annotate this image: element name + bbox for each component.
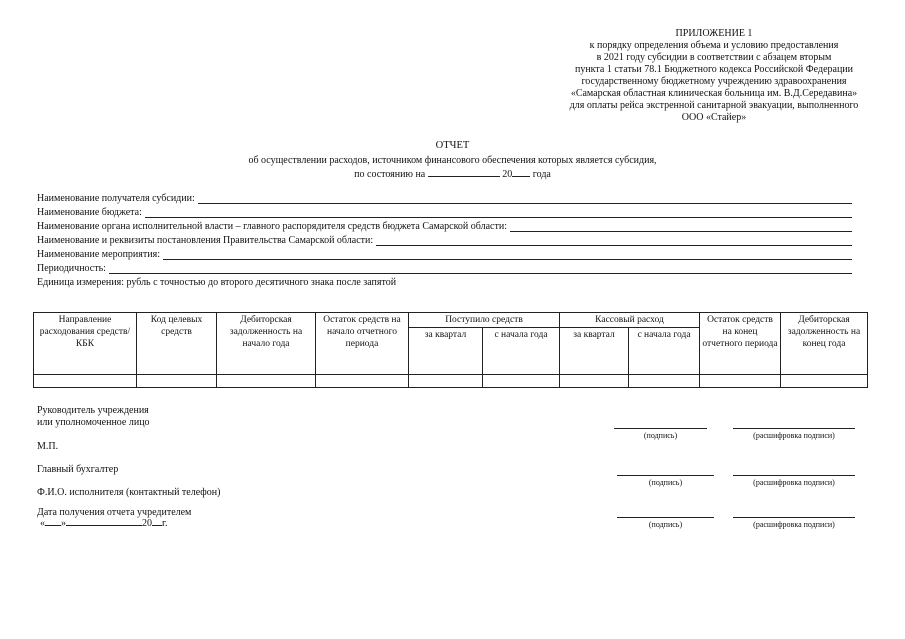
field-label: Периодичность: xyxy=(37,263,106,274)
field-line[interactable] xyxy=(376,235,852,246)
field-label: Наименование и реквизиты постановления Правительства Самарской области: xyxy=(37,235,374,246)
field-line[interactable] xyxy=(198,193,852,204)
year-prefix: 20 xyxy=(502,169,513,180)
quote-open: « xyxy=(40,518,45,529)
appendix-title: ПРИЛОЖЕНИЕ 1 xyxy=(675,28,753,39)
receiver-signature-line[interactable] xyxy=(617,517,714,518)
date-year-prefix: 20 xyxy=(142,518,152,529)
receiver-decode-caption: (расшифровка подписи) xyxy=(753,520,835,529)
field-label: Наименование мероприятия: xyxy=(37,249,160,260)
appendix-header xyxy=(555,28,873,124)
head-decode-line[interactable] xyxy=(733,428,855,429)
unit-note: Единица измерения: рубль с точностью до второго десятичного знака после запятой xyxy=(37,277,397,288)
header-receivable-end: Дебиторская задолженность на конец года xyxy=(781,313,868,375)
field-budget xyxy=(37,207,852,218)
date-received-label: Дата получения отчета учредителем xyxy=(37,507,192,518)
header-cash-quarter: за квартал xyxy=(560,328,629,375)
field-line[interactable] xyxy=(145,207,852,218)
table-cell[interactable] xyxy=(316,375,409,388)
quote-close: » xyxy=(61,518,66,529)
field-resolution xyxy=(37,235,852,246)
header-cash: Кассовый расход xyxy=(560,313,700,328)
header-received: Поступило средств xyxy=(409,313,560,328)
month-blank[interactable] xyxy=(66,525,142,526)
day-blank[interactable] xyxy=(45,525,61,526)
table-cell[interactable] xyxy=(629,375,700,388)
chief-accountant-label: Главный бухгалтер xyxy=(37,464,119,475)
appendix-line: для оплаты рейса экстренной санитарной эвакуации, выполненного xyxy=(569,100,859,111)
head-label-1: Руководитель учреждения xyxy=(37,405,149,416)
field-recipient xyxy=(37,193,852,204)
header-cash-year: с начала года xyxy=(629,328,700,375)
field-event xyxy=(37,249,852,260)
appendix-line: в 2021 году субсидии в соответствии с абзацем вторым xyxy=(596,52,832,63)
date-received-template xyxy=(40,518,167,529)
field-line[interactable] xyxy=(109,263,852,274)
head-label-2: или уполномоченное лицо xyxy=(37,417,150,428)
accountant-signature-line[interactable] xyxy=(617,475,714,476)
header-code: Код целевых средств xyxy=(137,313,217,375)
executor-label: Ф.И.О. исполнителя (контактный телефон) xyxy=(37,487,221,498)
table-cell[interactable] xyxy=(409,375,483,388)
appendix-line: пункта 1 статьи 78.1 Бюджетного кодекса Российской Федерации xyxy=(574,64,854,75)
table-row xyxy=(34,375,868,388)
table-cell[interactable] xyxy=(781,375,868,388)
table-cell[interactable] xyxy=(217,375,316,388)
appendix-line: ООО «Стайер» xyxy=(681,112,747,123)
field-line[interactable] xyxy=(163,249,852,260)
header-direction: Направление расходования средств/КБК xyxy=(34,313,137,375)
header-received-year: с начала года xyxy=(483,328,560,375)
accountant-signature-caption: (подпись) xyxy=(648,478,683,487)
date-blank[interactable] xyxy=(428,176,500,177)
receiver-decode-line[interactable] xyxy=(733,517,855,518)
as-of-label: по состоянию на xyxy=(354,169,426,180)
receiver-signature-caption: (подпись) xyxy=(648,520,683,529)
field-label: Наименование органа исполнительной власти – главного распорядителя средств бюджета Самарской области: xyxy=(37,221,507,232)
table-cell[interactable] xyxy=(34,375,137,388)
report-as-of xyxy=(0,169,905,180)
accountant-decode-caption: (расшифровка подписи) xyxy=(753,478,835,487)
table-cell[interactable] xyxy=(483,375,560,388)
head-signature-caption: (подпись) xyxy=(643,431,678,440)
field-label: Наименование бюджета: xyxy=(37,207,142,218)
field-periodicity xyxy=(37,263,852,274)
table-cell[interactable] xyxy=(560,375,629,388)
accountant-decode-line[interactable] xyxy=(733,475,855,476)
appendix-line: «Самарская областная клиническая больница им. В.Д.Середавина» xyxy=(570,88,858,99)
header-balance-end: Остаток средств на конец отчетного периода xyxy=(700,313,781,375)
report-subtitle: об осуществлении расходов, источником финансового обеспечения которых является субсидия, xyxy=(248,155,657,166)
header-received-quarter: за квартал xyxy=(409,328,483,375)
report-table xyxy=(33,312,868,388)
stamp-label: М.П. xyxy=(37,441,59,452)
head-decode-caption: (расшифровка подписи) xyxy=(753,431,835,440)
field-authority xyxy=(37,221,852,232)
year-blank[interactable] xyxy=(512,176,530,177)
appendix-line: государственному бюджетному учреждению здравоохранения xyxy=(581,76,847,87)
head-signature-line[interactable] xyxy=(614,428,707,429)
header-receivable-start: Дебиторская задолженность на начало года xyxy=(217,313,316,375)
date-year-suffix: г. xyxy=(162,518,168,529)
header-balance-start: Остаток средств на начало отчетного периода xyxy=(316,313,409,375)
field-label: Наименование получателя субсидии: xyxy=(37,193,195,204)
report-title: ОТЧЕТ xyxy=(435,140,470,151)
appendix-line: к порядку определения объема и условию предоставления xyxy=(589,40,839,51)
year-suffix: года xyxy=(532,169,551,180)
table-cell[interactable] xyxy=(137,375,217,388)
field-line[interactable] xyxy=(510,221,852,232)
date-year-blank[interactable] xyxy=(152,525,162,526)
table-cell[interactable] xyxy=(700,375,781,388)
